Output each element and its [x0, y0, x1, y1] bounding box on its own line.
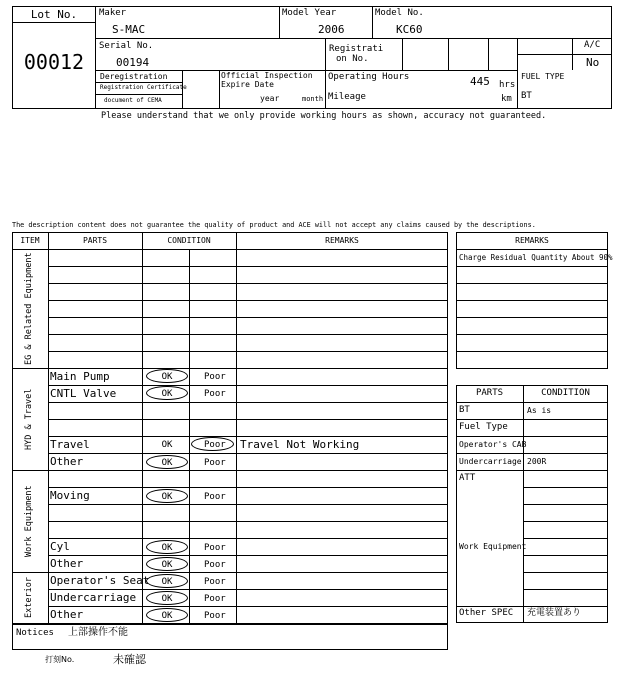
part-main-pump: Main Pump: [50, 370, 110, 383]
part-travel: Travel: [50, 438, 90, 451]
right-other-spec-value: 充電装置あり: [527, 608, 582, 618]
remarks-header: REMARKS: [325, 236, 359, 245]
right-remarks-header: REMARKS: [515, 236, 549, 245]
part-cyl: Cyl: [50, 540, 70, 553]
section-exterior: Exterior: [24, 577, 34, 619]
ac-value: No: [586, 56, 600, 69]
maker-value: S-MAC: [112, 23, 146, 36]
part-operator-seat: Operator's Seat: [50, 574, 150, 587]
parts-header: PARTS: [82, 236, 108, 245]
mileage-label: Mileage: [328, 92, 366, 102]
registration-label: Registrati: [329, 44, 384, 54]
ok-label: OK: [161, 440, 173, 450]
ac-label: A/C: [584, 40, 601, 50]
inspection-label-2: Expire Date: [221, 80, 274, 89]
right-att-label: ATT: [459, 473, 476, 483]
part-cntl-valve: CNTL Valve: [50, 387, 117, 400]
ok-label: OK: [161, 594, 173, 604]
hours-label: Operating Hours: [328, 72, 410, 82]
ok-label: OK: [161, 577, 173, 587]
hours-unit: hrs: [499, 80, 516, 90]
ok-label: OK: [161, 611, 173, 621]
ok-label: OK: [161, 543, 173, 553]
right-bt-value: As is: [527, 406, 552, 415]
part-work-other: Other: [50, 557, 84, 570]
right-work-equipment-label: Work Equipment: [459, 542, 527, 551]
hours-value: 445: [470, 75, 490, 88]
part-undercarriage: Undercarriage: [50, 591, 137, 604]
section-work: Work Equipment: [24, 485, 34, 557]
ok-label: OK: [161, 560, 173, 570]
right-remarks-line: Charge Residual Quantity About 90%: [459, 253, 613, 262]
right-fuel-label: Fuel Type: [459, 422, 508, 432]
lot-number: 00012: [23, 50, 85, 74]
poor-label: Poor: [204, 594, 226, 604]
registration-label-2: on No.: [336, 54, 369, 64]
ok-label: OK: [161, 389, 173, 399]
part-hyd-other: Other: [50, 455, 84, 468]
year-label: year: [260, 94, 280, 103]
right-cab-label: Operator's CAB: [459, 440, 527, 449]
poor-label: Poor: [204, 440, 226, 450]
poor-label: Poor: [204, 577, 226, 587]
notices-value: 上部操作不能: [68, 627, 128, 638]
poor-label: Poor: [204, 372, 226, 382]
model-year-label: Model Year: [282, 8, 337, 18]
inspection-label: Official Inspection: [221, 71, 313, 80]
poor-label: Poor: [204, 543, 226, 553]
poor-label: Poor: [204, 458, 226, 468]
remark-travel: Travel Not Working: [240, 438, 360, 451]
section-eg: EG & Related Equipment: [24, 252, 34, 365]
ok-label: OK: [161, 372, 173, 382]
hours-notice: Please understand that we only provide working hours as shown, accuracy not guaranteed.: [101, 111, 547, 121]
model-no-label: Model No.: [375, 8, 424, 18]
notices-label: Notices: [16, 628, 54, 638]
stamp-value: 未確認: [113, 653, 146, 666]
right-undercarriage-label: Undercarriage: [459, 457, 522, 466]
stamp-label: 打刻No.: [45, 655, 75, 664]
fuel-type-label: FUEL TYPE: [521, 72, 565, 81]
cema-label: document of CEMA: [104, 97, 162, 104]
part-exterior-other: Other: [50, 608, 84, 621]
mileage-unit: km: [501, 94, 512, 104]
deregistration-label: Deregistration: [100, 72, 168, 81]
model-year-value: 2006: [318, 23, 345, 36]
poor-label: Poor: [204, 492, 226, 502]
item-header: ITEM: [20, 236, 40, 245]
month-label: month: [302, 95, 324, 103]
poor-label: Poor: [204, 389, 226, 399]
poor-label: Poor: [204, 611, 226, 621]
right-undercarriage-value: 200R: [527, 457, 547, 466]
section-hyd: HYD & Travel: [24, 388, 34, 450]
part-moving: Moving: [50, 489, 90, 502]
right-condition-header: CONDITION: [541, 388, 590, 398]
right-bt-label: BT: [459, 405, 470, 415]
description-notice: The description content does not guarantee the quality of product and ACE will not accept any claims caused by the descriptions.: [12, 221, 536, 229]
poor-label: Poor: [204, 560, 226, 570]
fuel-type-value: BT: [521, 91, 532, 101]
right-other-spec-label: Other SPEC: [459, 608, 514, 618]
condition-header: CONDITION: [167, 236, 211, 245]
right-parts-header: PARTS: [475, 388, 504, 398]
ok-label: OK: [161, 458, 173, 468]
model-no-value: KC60: [396, 23, 423, 36]
lot-label: Lot No.: [30, 8, 78, 21]
maker-label: Maker: [99, 8, 127, 18]
serial-label: Serial No.: [99, 41, 154, 51]
ok-label: OK: [161, 492, 173, 502]
reg-certificate-label: Registration Certificate: [100, 84, 187, 91]
serial-value: 00194: [116, 56, 150, 69]
